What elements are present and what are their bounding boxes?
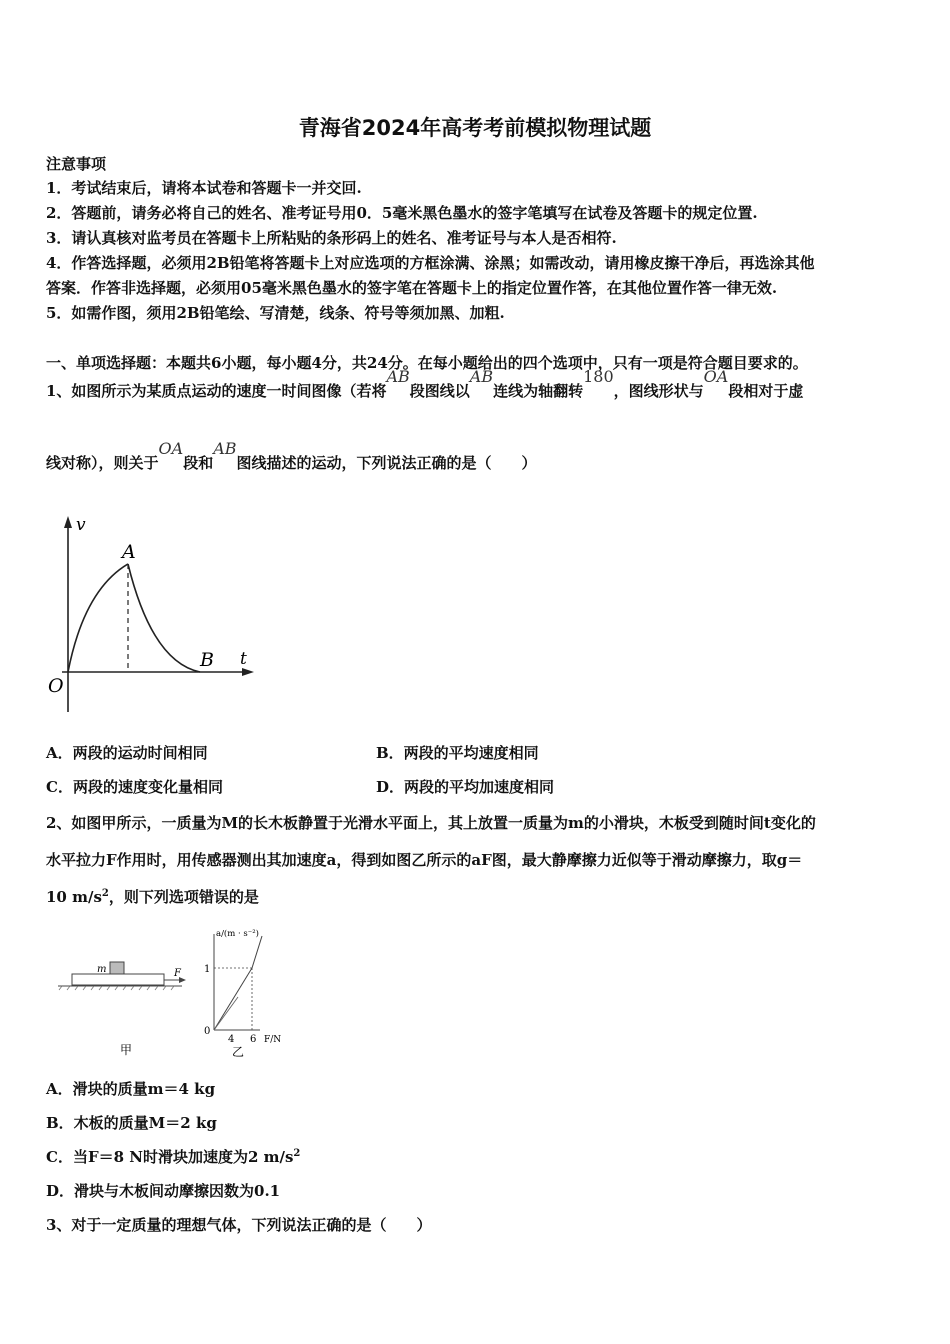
note-4-cont: 答案．作答非选择题，必须用05毫米黑色墨水的签字笔在答题卡上的指定位置作答，在其他位置作答一律无效. xyxy=(46,279,778,297)
q1-label-v: v xyxy=(76,515,86,535)
note-5: 5．如需作图，须用2B铅笔绘、写清楚，线条、符号等须加黑、加粗. xyxy=(46,304,505,322)
q2-ylabel: a/(m · s⁻²) xyxy=(216,929,259,939)
q2-option-c-text: C．当F＝8 N时滑块加速度为2 m/s xyxy=(46,1148,294,1166)
q1-label-t: t xyxy=(240,649,247,669)
note-2: 2．答题前，请务必将自己的姓名、准考证号用0．5毫米黑色墨水的签字笔填写在试卷及答题卡的规定位置. xyxy=(46,204,758,222)
q1-text-3: 连线为轴翻转 xyxy=(493,382,584,400)
q1-text-2: 段图线以 xyxy=(409,382,470,400)
q2-caption-jia: 甲 xyxy=(120,1043,133,1057)
q2-label-f: F xyxy=(174,968,181,979)
q2-stem-line2: 水平拉力F作用时，用传感器测出其加速度a，得到如图乙所示的aF图，最大静摩擦力近似等于滑动摩擦力，取g＝ xyxy=(46,851,803,869)
q2-block xyxy=(110,962,124,974)
q1-text-4: ，图线形状与 xyxy=(613,382,704,400)
q2-option-a[interactable]: A．滑块的质量m＝4 kg xyxy=(46,1080,216,1098)
q1-stem-line1 xyxy=(46,367,804,401)
note-1: 1．考试结束后，请将本试卷和答题卡一并交回. xyxy=(46,179,362,197)
q1-text-7: 段和 xyxy=(183,454,214,472)
q2-caption-yi: 乙 xyxy=(232,1045,245,1059)
q1-label-a: A xyxy=(122,541,136,563)
q1-math-ab3: AB xyxy=(213,439,237,458)
note-4: 4．作答选择题，必须用2B铅笔将答题卡上对应选项的方框涂满、涂黑；如需改动，请用橡皮擦干净后，再选涂其他 xyxy=(46,254,815,272)
notes-heading: 注意事项 xyxy=(46,155,107,173)
q2-line-steep xyxy=(252,936,262,968)
q2-tick-o: 0 xyxy=(204,1026,211,1037)
q1-math-ab2: AB xyxy=(469,367,494,386)
q2-g-value: 10 m/s xyxy=(46,888,102,906)
q2-tick-x4: 4 xyxy=(228,1034,235,1045)
q2-board xyxy=(72,974,164,985)
q2-xlabel: F/N xyxy=(264,1035,282,1045)
q1-text-1: 1、如图所示为某质点运动的速度一时间图像（若将 xyxy=(46,382,387,400)
q2-stem-line3 xyxy=(46,886,259,907)
q2-option-c[interactable] xyxy=(46,1146,300,1167)
q1-option-b[interactable]: B．两段的平均速度相同 xyxy=(376,744,539,762)
q3-stem: 3、对于一定质量的理想气体，下列说法正确的是（ ） xyxy=(46,1216,432,1234)
q2-label-m: m xyxy=(97,964,107,975)
q2-line-low xyxy=(214,968,252,1030)
q1-stem-line2 xyxy=(46,439,537,473)
q2-ground-hatch xyxy=(59,986,174,990)
note-3: 3．请认真核对监考员在答题卡上所粘贴的条形码上的姓名、准考证号与本人是否相符. xyxy=(46,229,617,247)
q1-t-arrow xyxy=(242,668,254,676)
q1-text-8: 图线描述的运动，下列说法正确的是（ ） xyxy=(236,454,537,472)
q1-option-d[interactable]: D．两段的平均加速度相同 xyxy=(376,778,555,796)
q1-option-c[interactable]: C．两段的速度变化量相同 xyxy=(46,778,223,796)
q2-fig-yi xyxy=(200,922,300,1062)
q1-math-180: 180 xyxy=(583,367,614,386)
q1-math-ab1: AB xyxy=(386,367,410,386)
q1-option-a[interactable]: A．两段的运动时间相同 xyxy=(46,744,208,762)
q2-line-high xyxy=(214,997,238,1030)
page-title: 青海省2024年高考考前模拟物理试题 xyxy=(298,116,652,140)
q2-option-c-exp: 2 xyxy=(293,1148,301,1159)
q2-fig-jia xyxy=(52,950,192,1060)
q1-vt-graph xyxy=(40,512,270,717)
q2-option-d[interactable]: D．滑块与木板间动摩擦因数为0.1 xyxy=(46,1182,281,1200)
section-heading: 一、单项选择题：本题共6小题，每小题4分，共24分。在每小题给出的四个选项中，只有一项是符合题目要求的。 xyxy=(46,354,808,372)
q2-g-exponent: 2 xyxy=(101,888,109,899)
q1-v-arrow xyxy=(64,516,72,528)
q1-oa-curve xyxy=(68,564,128,672)
q2-tick-x6: 6 xyxy=(250,1034,257,1045)
q2-stem-line1: 2、如图甲所示，一质量为M的长木板静置于光滑水平面上，其上放置一质量为m的小滑块，木板受到随时间t变化的 xyxy=(46,814,816,832)
q2-option-b[interactable]: B．木板的质量M＝2 kg xyxy=(46,1114,217,1132)
q2-tick-y1: 1 xyxy=(204,964,211,975)
q1-ab-curve xyxy=(128,564,200,672)
q1-math-oa2: OA xyxy=(158,439,184,458)
q1-label-o: O xyxy=(48,675,64,697)
q1-label-b: B xyxy=(200,649,214,671)
q1-math-oa1: OA xyxy=(703,367,729,386)
q1-text-6: 线对称），则关于 xyxy=(46,454,159,472)
q1-text-5: 段相对于虚 xyxy=(728,382,804,400)
q2-stem-tail: ，则下列选项错误的是 xyxy=(108,888,259,906)
